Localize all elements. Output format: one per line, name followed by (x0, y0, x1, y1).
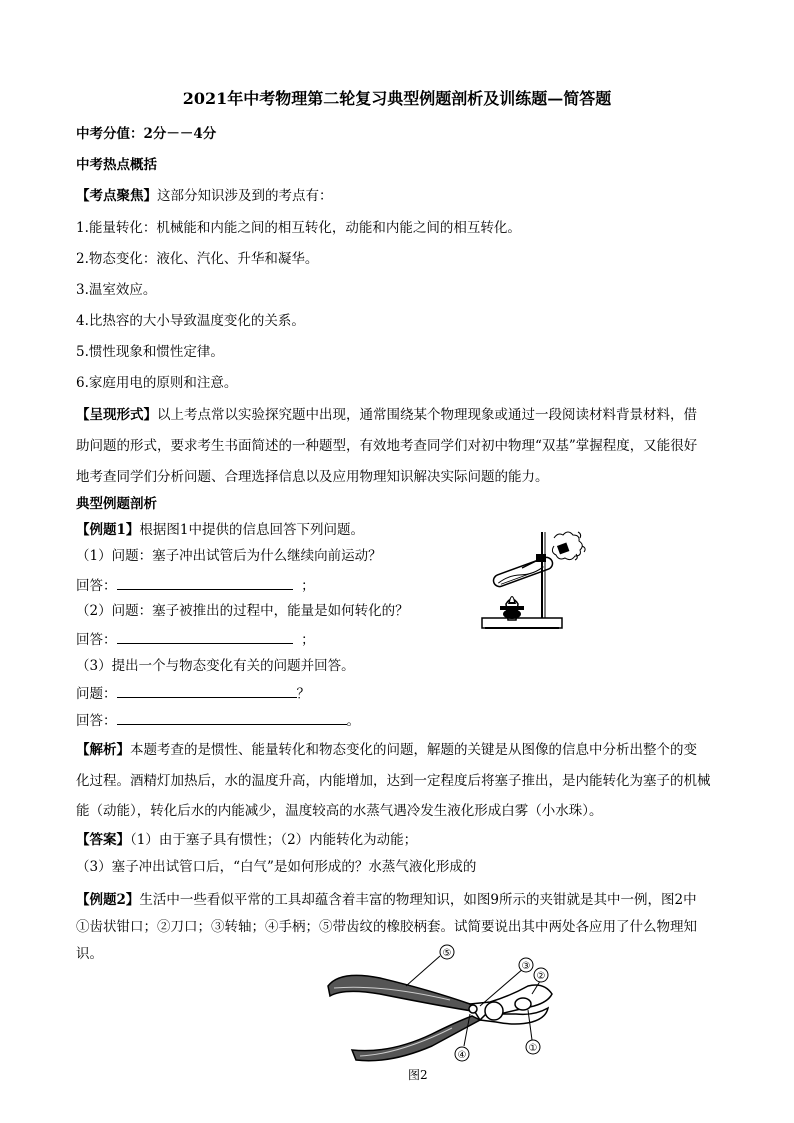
focus-tag: 【考点聚焦】 (76, 188, 157, 204)
answer-label: 回答： (76, 713, 117, 729)
example-heading: 典型例题剖析 (76, 496, 157, 512)
form-paragraph (76, 405, 697, 425)
example1-question3 (76, 683, 310, 704)
page-title: 2021年中考物理第二轮复习典型例题剖析及训练题—简答题 (182, 89, 612, 108)
answer-label: 回答： (76, 632, 117, 648)
answer-paragraph (76, 830, 417, 850)
focus-item: 2.物态变化：液化、汽化、升华和凝华。 (76, 251, 319, 267)
label-5: ⑤ (442, 948, 452, 959)
form-line-2: 助问题的形式，要求考生书面简述的一种题型，有效地考查同学们对初中物理“双基”掌握程度，又能很好 (76, 438, 698, 454)
period: 。 (346, 713, 360, 729)
example1-text: 根据图1中提供的信息回答下列问题。 (139, 522, 364, 538)
answer-label: 回答： (76, 578, 117, 594)
answer-blank-3[interactable] (117, 710, 347, 725)
answer-blank-2[interactable] (117, 629, 293, 644)
example2-line-1: 生活中一些看似平常的工具却蕴含着丰富的物理知识，如图9所示的夹钳就是其中一例，图2中 (139, 892, 697, 908)
analysis-tag: 【解析】 (76, 742, 130, 758)
focus-item: 1.能量转化：机械能和内能之间的相互转化，动能和内能之间的相互转化。 (76, 220, 521, 236)
label-3: ③ (521, 961, 531, 972)
question-blank[interactable] (117, 683, 297, 698)
example2-tag: 【例题2】 (76, 892, 140, 908)
pliers-figure (320, 942, 570, 1068)
example1-intro (76, 520, 364, 540)
score-line: 中考分值：2分－－4分 (76, 126, 217, 142)
form-tag: 【呈现形式】 (76, 407, 157, 423)
analysis-line-1: 本题考查的是惯性、能量转化和物态变化的问题，解题的关键是从图像的信息中分析出整个的变 (130, 742, 697, 758)
hot-heading: 中考热点概括 (76, 157, 157, 173)
focus-paragraph (76, 186, 333, 206)
form-line-1: 以上考点常以实验探究题中出现，通常围绕某个物理现象或通过一段阅读材料背景材料，借 (157, 407, 697, 423)
example1-answer1 (76, 575, 315, 596)
answer-tag: 【答案】 (76, 832, 130, 848)
test-tube-apparatus-figure (478, 524, 596, 636)
analysis-line-2: 化过程。酒精灯加热后，水的温度升高，内能增加，达到一定程度后将塞子推出，是内能转化为塞子的机械 (76, 773, 711, 789)
semicolon: ； (301, 578, 315, 594)
question-mark: ？ (296, 686, 310, 702)
example1-answer3 (76, 710, 360, 731)
figure2-caption: 图2 (408, 1068, 428, 1082)
example2-line-3: 识。 (76, 946, 103, 962)
focus-item: 4.比热容的大小导致温度变化的关系。 (76, 313, 305, 329)
example1-answer2 (76, 629, 315, 650)
answer-line-1: （1）由于塞子具有惯性；（2）内能转化为动能； (130, 832, 418, 848)
form-line-3: 地考查同学们分析问题、合理选择信息以及应用物理知识解决实际问题的能力。 (76, 469, 549, 485)
example1-q2: （2）问题：塞子被推出的过程中，能量是如何转化的？ (76, 603, 409, 619)
example1-q3: （3）提出一个与物态变化有关的问题并回答。 (76, 658, 355, 674)
answer-blank-1[interactable] (117, 575, 293, 590)
example2-paragraph (76, 890, 697, 910)
example1-q1: （1）问题：塞子冲出试管后为什么继续向前运动？ (76, 548, 382, 564)
question-label: 问题： (76, 686, 117, 702)
label-2: ② (536, 971, 546, 982)
focus-item: 6.家庭用电的原则和注意。 (76, 375, 238, 391)
example1-tag: 【例题1】 (76, 522, 140, 538)
analysis-paragraph (76, 740, 697, 760)
focus-text: 这部分知识涉及到的考点有： (157, 188, 333, 204)
example2-line-2: ①齿状钳口；②刀口；③转轴；④手柄；⑤带齿纹的橡胶柄套。试简要说出其中两处各应用了什么物理知 (76, 919, 697, 935)
label-4: ④ (457, 1050, 467, 1061)
label-1: ① (528, 1043, 538, 1054)
analysis-line-3: 能（动能），转化后水的内能减少，温度较高的水蒸气遇冷发生液化形成白雾（小水珠）。 (76, 803, 603, 819)
focus-item: 5.惯性现象和惯性定律。 (76, 344, 224, 360)
focus-item: 3.温室效应。 (76, 282, 157, 298)
answer-line-2: （3）塞子冲出试管口后，“白气”是如何形成的？水蒸气液化形成的 (76, 859, 477, 875)
semicolon: ； (301, 632, 315, 648)
